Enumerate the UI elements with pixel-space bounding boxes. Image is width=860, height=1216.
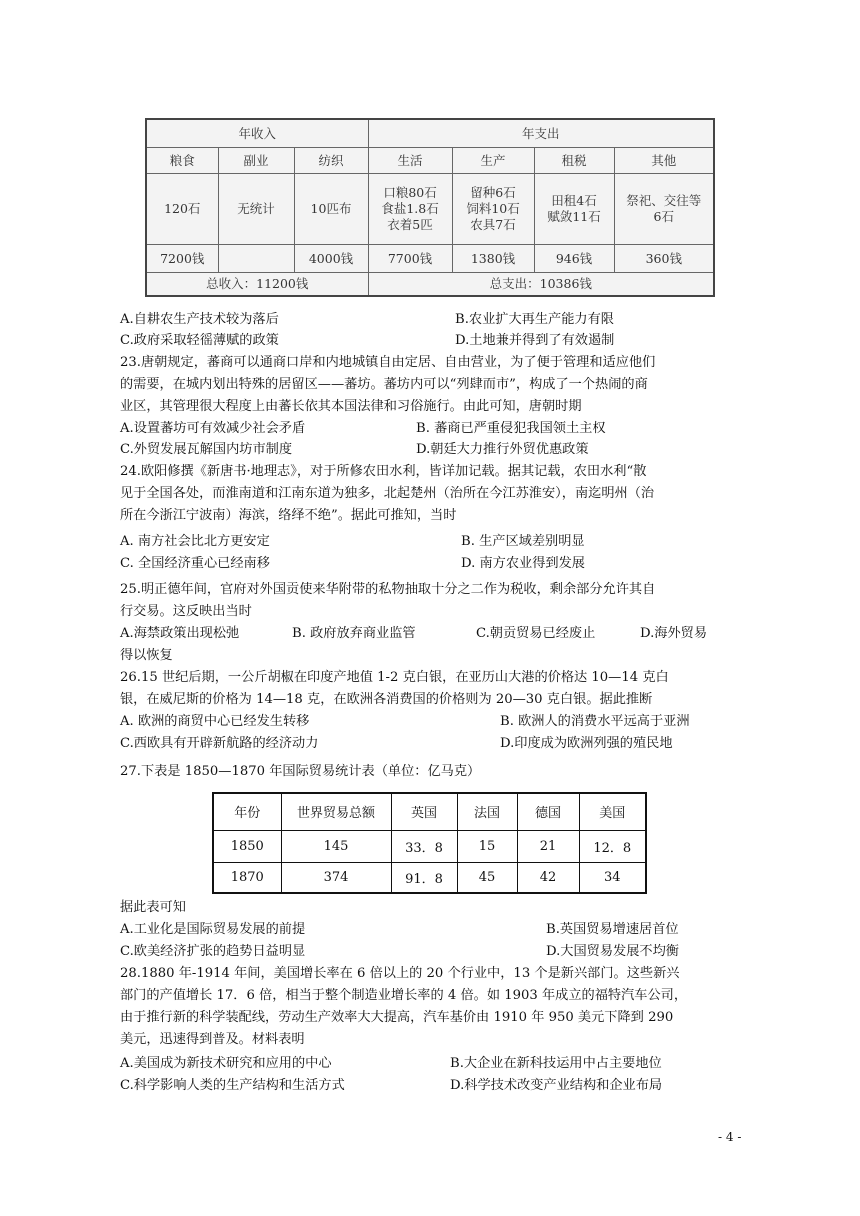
- q24-option-a: A. 南方社会比北方更安定: [120, 534, 270, 549]
- money-cell: 7700钱: [368, 245, 452, 273]
- table-header-cell: 英国: [391, 793, 457, 830]
- q25-stem-line: 行交易。这反映出当时: [120, 604, 252, 619]
- table-header-cell: 年份: [213, 793, 281, 830]
- q27-option-a: A.工业化是国际贸易发展的前提: [120, 922, 306, 937]
- column-header: 租税: [534, 148, 614, 174]
- q22-option-a: A.自耕农生产技术较为落后: [120, 312, 279, 327]
- detail-line: 留种6石: [470, 185, 516, 200]
- q23-stem-line: 业区，其管理很大程度上由蕃长依其本国法律和习俗施行。由此可知，唐朝时期: [120, 399, 582, 414]
- column-header: 生活: [368, 148, 452, 174]
- money-cell: 360钱: [614, 245, 714, 273]
- q28-stem-line: 部门的产值增长 17．6 倍，相当于整个制造业增长率的 4 倍。如 1903 年成立的福特汽车公司，: [120, 988, 688, 1003]
- table-cell: 1850: [213, 830, 281, 862]
- q25-option-c: C.朝贡贸易已经废止: [476, 626, 596, 641]
- q28-option-a: A.美国成为新技术研究和应用的中心: [120, 1056, 332, 1071]
- q23-option-c: C.外贸发展瓦解国内坊市制度: [120, 442, 293, 457]
- q25-option-a: A.海禁政策出现松弛: [120, 626, 240, 641]
- column-header: 粮食: [146, 148, 218, 174]
- q26-option-c: C.西欧具有开辟新航路的经济动力: [120, 736, 319, 751]
- detail-line: 饲料10石: [466, 201, 520, 216]
- expense-header: 年支出: [368, 119, 714, 148]
- column-header: 其他: [614, 148, 714, 174]
- q23-option-d: D.朝廷大力推行外贸优惠政策: [416, 442, 589, 457]
- q24-option-b: B. 生产区域差别明显: [461, 534, 585, 549]
- q28-stem-line: 28.1880 年-1914 年间，美国增长率在 6 倍以上的 20 个行业中，13 个是新兴部门。这些新兴: [120, 966, 680, 981]
- detail-line: 农具7石: [470, 217, 516, 232]
- detail-line: 祭祀、交往等: [626, 193, 702, 208]
- table-row: [213, 830, 646, 862]
- q27-option-c: C.欧美经济扩张的趋势日益明显: [120, 944, 306, 959]
- detail-cell: [534, 174, 614, 245]
- q27-follow: 据此表可知: [120, 900, 186, 915]
- total-income: 总收入：11200钱: [146, 273, 368, 297]
- q28-option-b: B.大企业在新科技运用中占主要地位: [450, 1056, 662, 1071]
- detail-line: 10匹布: [310, 201, 352, 216]
- q26-option-b: B. 欧洲人的消费水平远高于亚洲: [500, 714, 690, 729]
- detail-line: 食盐1.8石: [381, 201, 439, 216]
- q25-option-d: D.海外贸易: [640, 626, 708, 641]
- q25-option-b: B. 政府放弃商业监管: [292, 626, 416, 641]
- detail-line: 赋敛11石: [547, 209, 601, 224]
- q28-stem-line: 美元，迅速得到普及。材料表明: [120, 1032, 305, 1047]
- income-expense-table: [145, 118, 715, 297]
- detail-cell: [452, 174, 534, 245]
- q28-option-c: C.科学影响人类的生产结构和生活方式: [120, 1078, 345, 1093]
- table-cell: 12．8: [579, 830, 646, 862]
- q28-stem-line: 由于推行新的科学装配线，劳动生产效率大大提高，汽车基价由 1910 年 950 美元下降到 290: [120, 1010, 674, 1025]
- table-cell: 33．8: [391, 830, 457, 862]
- page-number: - 4 -: [718, 1130, 742, 1144]
- table-header-cell: 法国: [457, 793, 517, 830]
- column-header: 副业: [218, 148, 294, 174]
- q24-option-c: C. 全国经济重心已经南移: [120, 556, 270, 571]
- q26-stem-line: 26.15 世纪后期，一公斤胡椒在印度产地值 1-2 克白银，在亚历山大港的价格达 10—14 克白: [120, 670, 669, 685]
- detail-cell: [146, 174, 218, 245]
- table-header-cell: 美国: [579, 793, 646, 830]
- table-header-cell: 世界贸易总额: [281, 793, 391, 830]
- trade-statistics-table: [212, 792, 647, 894]
- q27-stem: 27.下表是 1850—1870 年国际贸易统计表（单位：亿马克）: [120, 764, 481, 779]
- q25-option-d-continued: 得以恢复: [120, 648, 173, 663]
- column-header: 纺织: [294, 148, 368, 174]
- q24-stem-line: 24.欧阳修撰《新唐书·地理志》，对于所修农田水利，皆详加记载。据其记载，农田水利“散: [120, 464, 647, 479]
- income-header: 年收入: [146, 119, 368, 148]
- money-cell: 946钱: [534, 245, 614, 273]
- table-cell: 45: [457, 862, 517, 893]
- table-row: [213, 862, 646, 893]
- detail-line: 无统计: [237, 201, 275, 216]
- q27-option-b: B.英国贸易增速居首位: [546, 922, 679, 937]
- q24-option-d: D. 南方农业得到发展: [461, 556, 585, 571]
- q23-stem-line: 的需要，在城内划出特殊的居留区——蕃坊。蕃坊内可以“列肆而市”，构成了一个热闹的商: [120, 377, 648, 392]
- table-cell: 42: [517, 862, 579, 893]
- detail-cell: [294, 174, 368, 245]
- money-cell: [218, 245, 294, 273]
- q26-option-d: D.印度成为欧洲列强的殖民地: [500, 736, 673, 751]
- detail-line: 田租4石: [551, 193, 597, 208]
- money-cell: 4000钱: [294, 245, 368, 273]
- q28-option-d: D.科学技术改变产业结构和企业布局: [450, 1078, 663, 1093]
- table-cell: 145: [281, 830, 391, 862]
- detail-line: 120石: [164, 201, 201, 216]
- q23-option-a: A.设置蕃坊可有效减少社会矛盾: [120, 421, 306, 436]
- detail-cell: [614, 174, 714, 245]
- table-cell: 1870: [213, 862, 281, 893]
- q23-stem-line: 23.唐朝规定，蕃商可以通商口岸和内地城镇自由定居、自由营业，为了便于管理和适应他们: [120, 355, 656, 370]
- column-header: 生产: [452, 148, 534, 174]
- q22-option-c: C.政府采取轻徭薄赋的政策: [120, 333, 279, 348]
- q22-option-d: D.土地兼并得到了有效遏制: [455, 333, 615, 348]
- table-cell: 15: [457, 830, 517, 862]
- total-expense: 总支出：10386钱: [368, 273, 714, 297]
- table-cell: 374: [281, 862, 391, 893]
- q23-option-b: B. 蕃商已严重侵犯我国领土主权: [416, 421, 606, 436]
- money-cell: 1380钱: [452, 245, 534, 273]
- detail-cell: [218, 174, 294, 245]
- detail-line: 6石: [653, 209, 674, 224]
- q22-option-b: B.农业扩大再生产能力有限: [455, 312, 614, 327]
- detail-line: 口粮80石: [383, 185, 437, 200]
- q27-option-d: D.大国贸易发展不均衡: [546, 944, 679, 959]
- table-cell: 91．8: [391, 862, 457, 893]
- q26-option-a: A. 欧洲的商贸中心已经发生转移: [120, 714, 310, 729]
- q25-stem-line: 25.明正德年间，官府对外国贡使来华附带的私物抽取十分之二作为税收，剩余部分允许其自: [120, 582, 656, 597]
- money-cell: 7200钱: [146, 245, 218, 273]
- table-cell: 34: [579, 862, 646, 893]
- q26-stem-line: 银，在威尼斯的价格为 14—18 克，在欧洲各消费国的价格则为 20—30 克白银。据此推断: [120, 692, 653, 707]
- detail-line: 衣着5匹: [387, 217, 433, 232]
- detail-cell: [368, 174, 452, 245]
- q24-stem-line: 见于全国各处，而淮南道和江南东道为独多，北起楚州（治所在今江苏淮安），南迄明州（治: [120, 486, 655, 501]
- table-cell: 21: [517, 830, 579, 862]
- table-header-cell: 德国: [517, 793, 579, 830]
- q24-stem-line: 所在今浙江宁波南）海滨，络绎不绝”。据此可推知，当时: [120, 508, 457, 523]
